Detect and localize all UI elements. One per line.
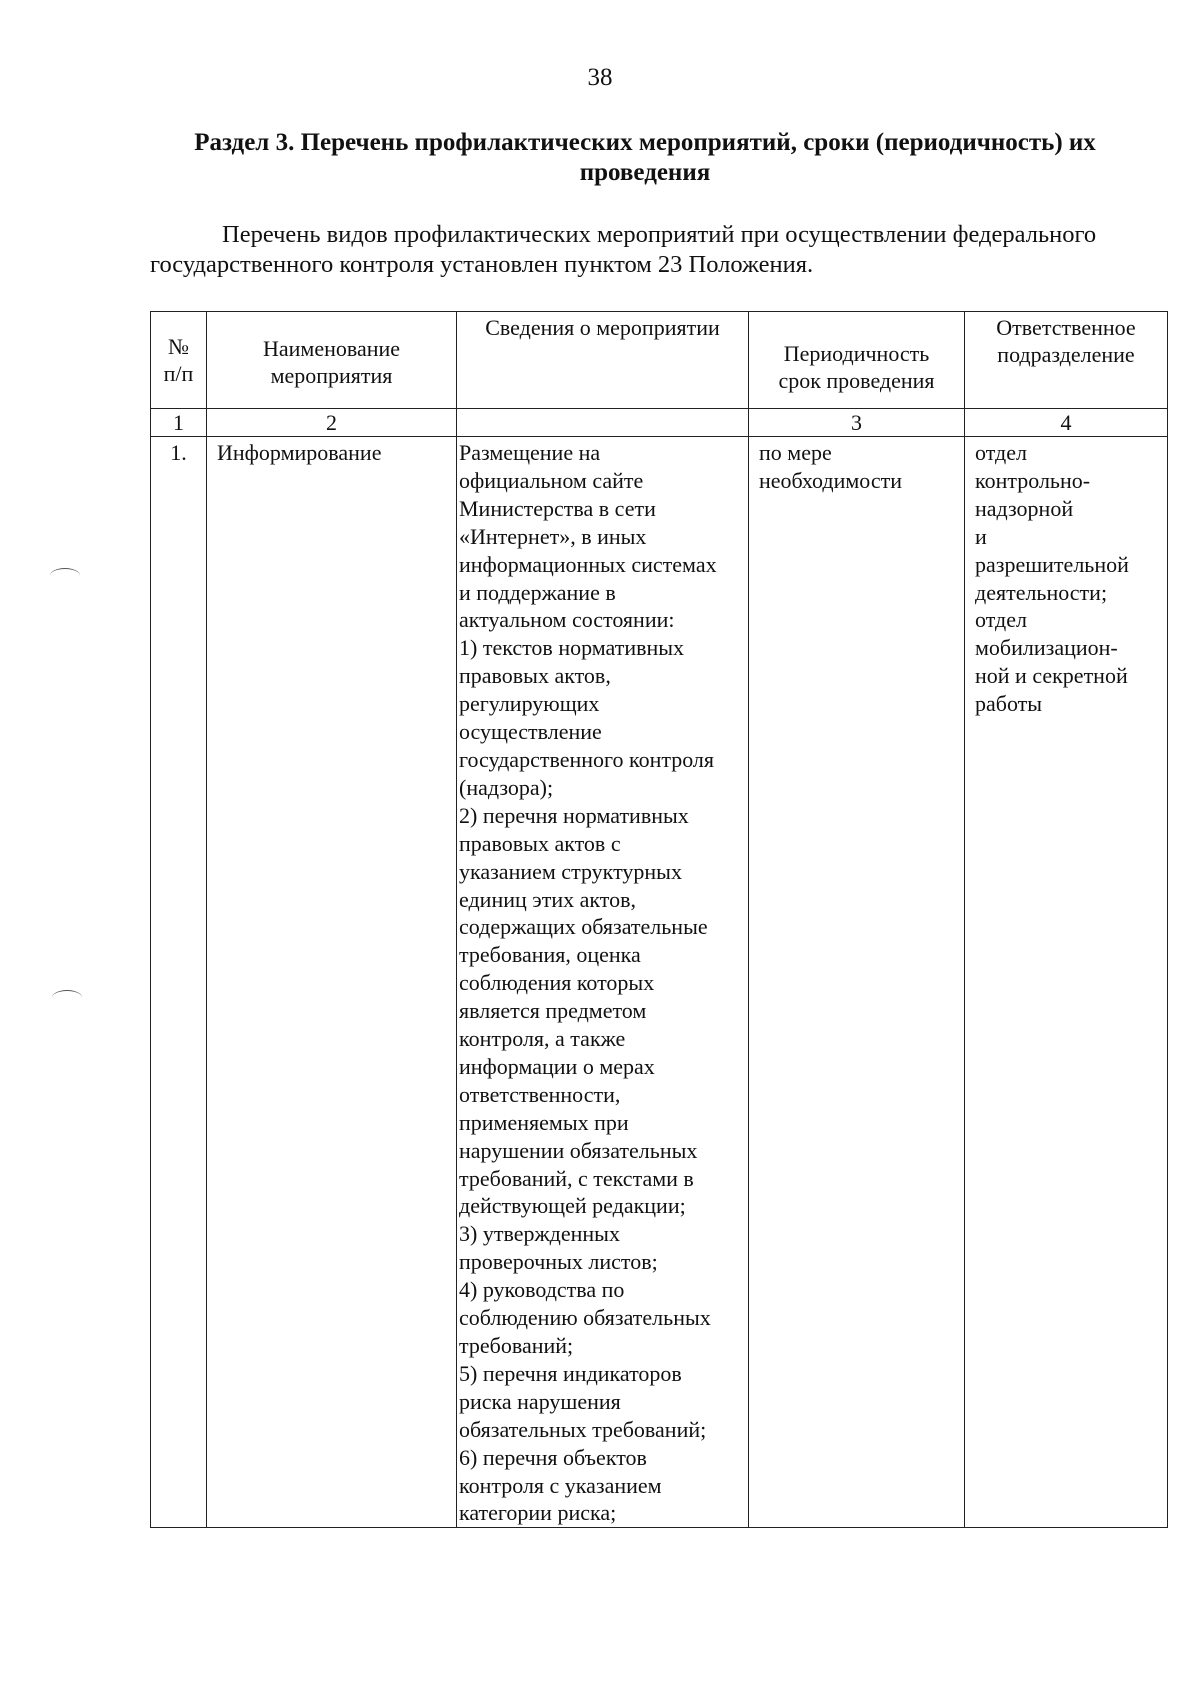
- info-line: Размещение на: [459, 440, 601, 465]
- header-dept-line-2: подразделение: [997, 342, 1135, 367]
- info-line: указанием структурных: [459, 858, 682, 884]
- column-number-1: 1: [151, 409, 207, 437]
- info-line: официальном сайте: [459, 467, 644, 493]
- period-line: по мере: [759, 440, 832, 465]
- dept-line: отдел: [975, 607, 1027, 633]
- info-line: соблюдения которых: [459, 970, 655, 996]
- dept-line: ной и секретной: [975, 663, 1128, 689]
- info-line: контроля с указанием: [459, 1472, 662, 1498]
- dept-line: мобилизацион-: [975, 635, 1118, 661]
- period-line: необходимости: [759, 467, 903, 493]
- info-line: 1) текстов нормативных: [459, 635, 685, 661]
- info-line: 3) утвержденных: [459, 1221, 620, 1247]
- info-line: и поддержание в: [459, 579, 616, 605]
- info-line: требования, оценка: [459, 942, 641, 968]
- column-number-5: 4: [965, 409, 1168, 437]
- header-name-line-2: мероприятия: [270, 363, 393, 388]
- table-row: [151, 437, 1168, 1528]
- info-line: 5) перечня индикаторов: [459, 1360, 682, 1386]
- info-line: применяемых при: [459, 1109, 629, 1135]
- info-line: осуществление: [459, 719, 602, 745]
- info-line: информации о мерах: [459, 1053, 655, 1079]
- scan-mark: [52, 990, 82, 1005]
- section-title-line-1: Раздел 3. Перечень профилактических мероприятий, сроки (периодичность) их: [194, 129, 1096, 156]
- dept-line: и: [975, 523, 987, 549]
- info-line: действующей редакции;: [459, 1193, 686, 1219]
- intro-paragraph: Перечень видов профилактических мероприятий при осуществлении федерального государственного контроля установлен пунктом 23 Положения.: [150, 221, 1097, 278]
- header-info: Сведения о мероприятии: [457, 312, 749, 409]
- info-line: является предметом: [459, 998, 647, 1024]
- header-name-line-1: Наименование: [262, 336, 401, 361]
- dept-line: работы: [975, 691, 1043, 717]
- scan-mark: [50, 568, 80, 583]
- row-info: [457, 437, 749, 1528]
- header-num-line-1: №: [168, 334, 189, 359]
- dept-line: контрольно-: [975, 467, 1091, 493]
- header-name: [207, 312, 457, 409]
- info-line: 6) перечня объектов: [459, 1444, 647, 1470]
- info-line: (надзора);: [459, 774, 554, 800]
- info-line: 2) перечня нормативных: [459, 802, 689, 828]
- row-dept: [965, 437, 1168, 1528]
- info-line: единиц этих актов,: [459, 886, 636, 912]
- row-period: [749, 437, 965, 1528]
- info-line: категории риска;: [459, 1500, 617, 1526]
- info-line: актуальном состоянии:: [459, 607, 675, 633]
- row-num: 1.: [151, 437, 207, 1528]
- measures-table: [150, 311, 1168, 1528]
- info-line: правовых актов,: [459, 663, 611, 689]
- column-number-2: 2: [207, 409, 457, 437]
- info-line: «Интернет», в иных: [459, 523, 647, 549]
- measures-table-wrapper: [150, 311, 1168, 1528]
- column-number-row: [151, 409, 1168, 437]
- header-dept: [965, 312, 1168, 409]
- info-line: 4) руководства по: [459, 1277, 625, 1303]
- info-line: правовых актов с: [459, 830, 621, 856]
- table-header-row: [151, 312, 1168, 409]
- header-dept-line-1: Ответственное: [996, 315, 1136, 340]
- info-line: информационных системах: [459, 551, 717, 577]
- column-number-4: 3: [749, 409, 965, 437]
- dept-line: надзорной: [975, 495, 1074, 521]
- info-line: обязательных требований;: [459, 1416, 707, 1442]
- dept-line: отдел: [975, 440, 1027, 465]
- info-line: контроля, а также: [459, 1026, 626, 1052]
- info-line: требований, с текстами в: [459, 1165, 694, 1191]
- column-number-3: [457, 409, 749, 437]
- page-number: 38: [587, 64, 613, 91]
- info-line: соблюдению обязательных: [459, 1305, 711, 1331]
- dept-line: деятельности;: [975, 579, 1108, 605]
- info-line: ответственности,: [459, 1081, 621, 1107]
- info-line: Министерства в сети: [459, 495, 656, 521]
- info-line: государственного контроля: [459, 746, 715, 772]
- header-num-line-2: п/п: [163, 361, 194, 386]
- dept-line: разрешительной: [975, 551, 1129, 577]
- header-num: [151, 312, 207, 409]
- header-period: [749, 312, 965, 409]
- row-name: Информирование: [207, 437, 457, 1528]
- info-line: нарушении обязательных: [459, 1137, 698, 1163]
- info-line: проверочных листов;: [459, 1249, 658, 1275]
- section-title: [150, 128, 1140, 188]
- header-period-line-1: Периодичность: [783, 341, 930, 366]
- info-line: содержащих обязательные: [459, 914, 708, 940]
- info-line: риска нарушения: [459, 1388, 621, 1414]
- header-period-line-2: срок проведения: [778, 368, 935, 393]
- section-title-line-2: проведения: [579, 159, 711, 186]
- info-line: регулирующих: [459, 691, 600, 717]
- info-line: требований;: [459, 1333, 574, 1358]
